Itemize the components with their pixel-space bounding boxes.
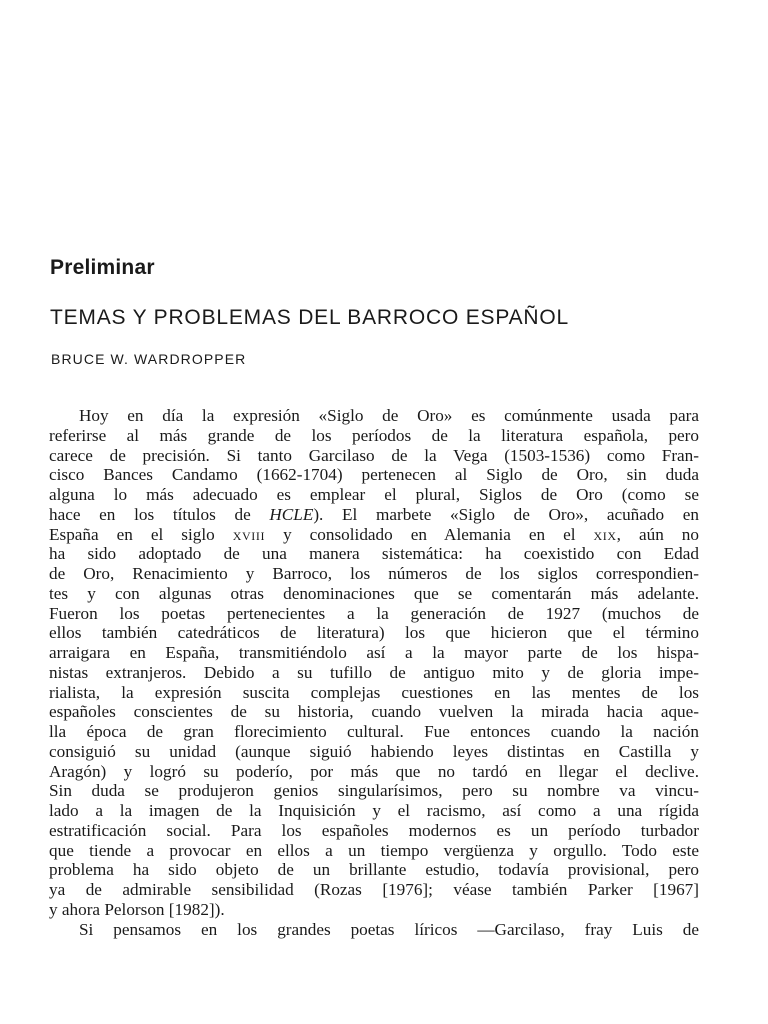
section-label: Preliminar (50, 256, 155, 279)
paragraph-line: ha sido adoptado de una manera sistemática: ha coexistido con Edad (49, 544, 699, 564)
paragraph-line: hace en los títulos de HCLE). El marbete «Siglo de Oro», acuñado en (49, 504, 699, 524)
paragraph-line: españoles conscientes de su historia, cuando vuelven la mirada hacia aque- (49, 702, 699, 722)
paragraph-line: carece de precisión. Si tanto Garcilaso de la Vega (1503-1536) como Fran- (49, 445, 699, 465)
paragraph-line: Sin duda se produjeron genios singularísimos, pero su nombre va vincu- (49, 781, 699, 801)
paragraph-line: España en el siglo xviii y consolidado en Alemania en el xix, aún no (49, 524, 699, 544)
roman-numeral: xix (593, 524, 617, 544)
body-text (49, 406, 699, 939)
paragraph-line: Si pensamos en los grandes poetas líricos —Garcilaso, fray Luis de (79, 919, 699, 939)
paragraph-line: arraigara en España, transmitiéndolo así a la mayor parte de los hispa- (49, 643, 699, 662)
paragraph-line: Hoy en día la expresión «Siglo de Oro» es comúnmente usada para (79, 406, 699, 425)
paragraph-1 (49, 406, 699, 920)
paragraph-line: de Oro, Renacimiento y Barroco, los números de los siglos correspondien- (49, 564, 699, 583)
paragraph-line: lla época de gran florecimiento cultural. Fue entonces cuando la nación (49, 722, 699, 741)
paragraph-line: que tiende a provocar en ellos a un tiempo vergüenza y orgullo. Todo este (49, 840, 699, 860)
paragraph-2 (49, 920, 699, 940)
paragraph-line: consiguió su unidad (aunque siguió habiendo leyes distintas en Castilla y (49, 741, 699, 761)
paragraph-line: referirse al más grande de los períodos de la literatura española, pero (49, 425, 699, 445)
paragraph-line: Fueron los poetas pertenecientes a la generación de 1927 (muchos de (49, 603, 699, 623)
author-name: BRUCE W. WARDROPPER (51, 351, 247, 367)
paragraph-line: ellos también catedráticos de literatura) los que hicieron que el término (49, 623, 699, 643)
paragraph-line: problema ha sido objeto de un brillante estudio, todavía provisional, pero (49, 860, 699, 880)
roman-numeral: xviii (232, 524, 266, 544)
paragraph-line: alguna lo más adecuado es emplear el plural, Siglos de Oro (como se (49, 485, 699, 504)
paragraph-line: ya de admirable sensibilidad (Rozas [1976]; véase también Parker [1967] (49, 880, 699, 899)
italic-text: HCLE (269, 504, 314, 524)
paragraph-line: tes y con algunas otras denominaciones que se comentarán más adelante. (49, 583, 699, 603)
paragraph-line: lado a la imagen de la Inquisición y el racismo, así como a una rígida (49, 801, 699, 820)
paragraph-line: Aragón) y logró su poderío, por más que no tardó en llegar el declive. (49, 761, 699, 781)
paragraph-line: estratificación social. Para los españoles modernos es un período turbador (49, 820, 699, 840)
paragraph-line: cisco Bances Candamo (1662-1704) pertenecen al Siglo de Oro, sin duda (49, 465, 699, 485)
paragraph-line: nistas extranjeros. Debido a su tufillo de antiguo mito y de gloria impe- (49, 662, 699, 682)
paragraph-line: y ahora Pelorson [1982]). (49, 899, 225, 919)
chapter-title: TEMAS Y PROBLEMAS DEL BARROCO ESPAÑOL (50, 306, 569, 329)
paragraph-line: rialista, la expresión suscita complejas cuestiones en las mentes de los (49, 682, 699, 702)
